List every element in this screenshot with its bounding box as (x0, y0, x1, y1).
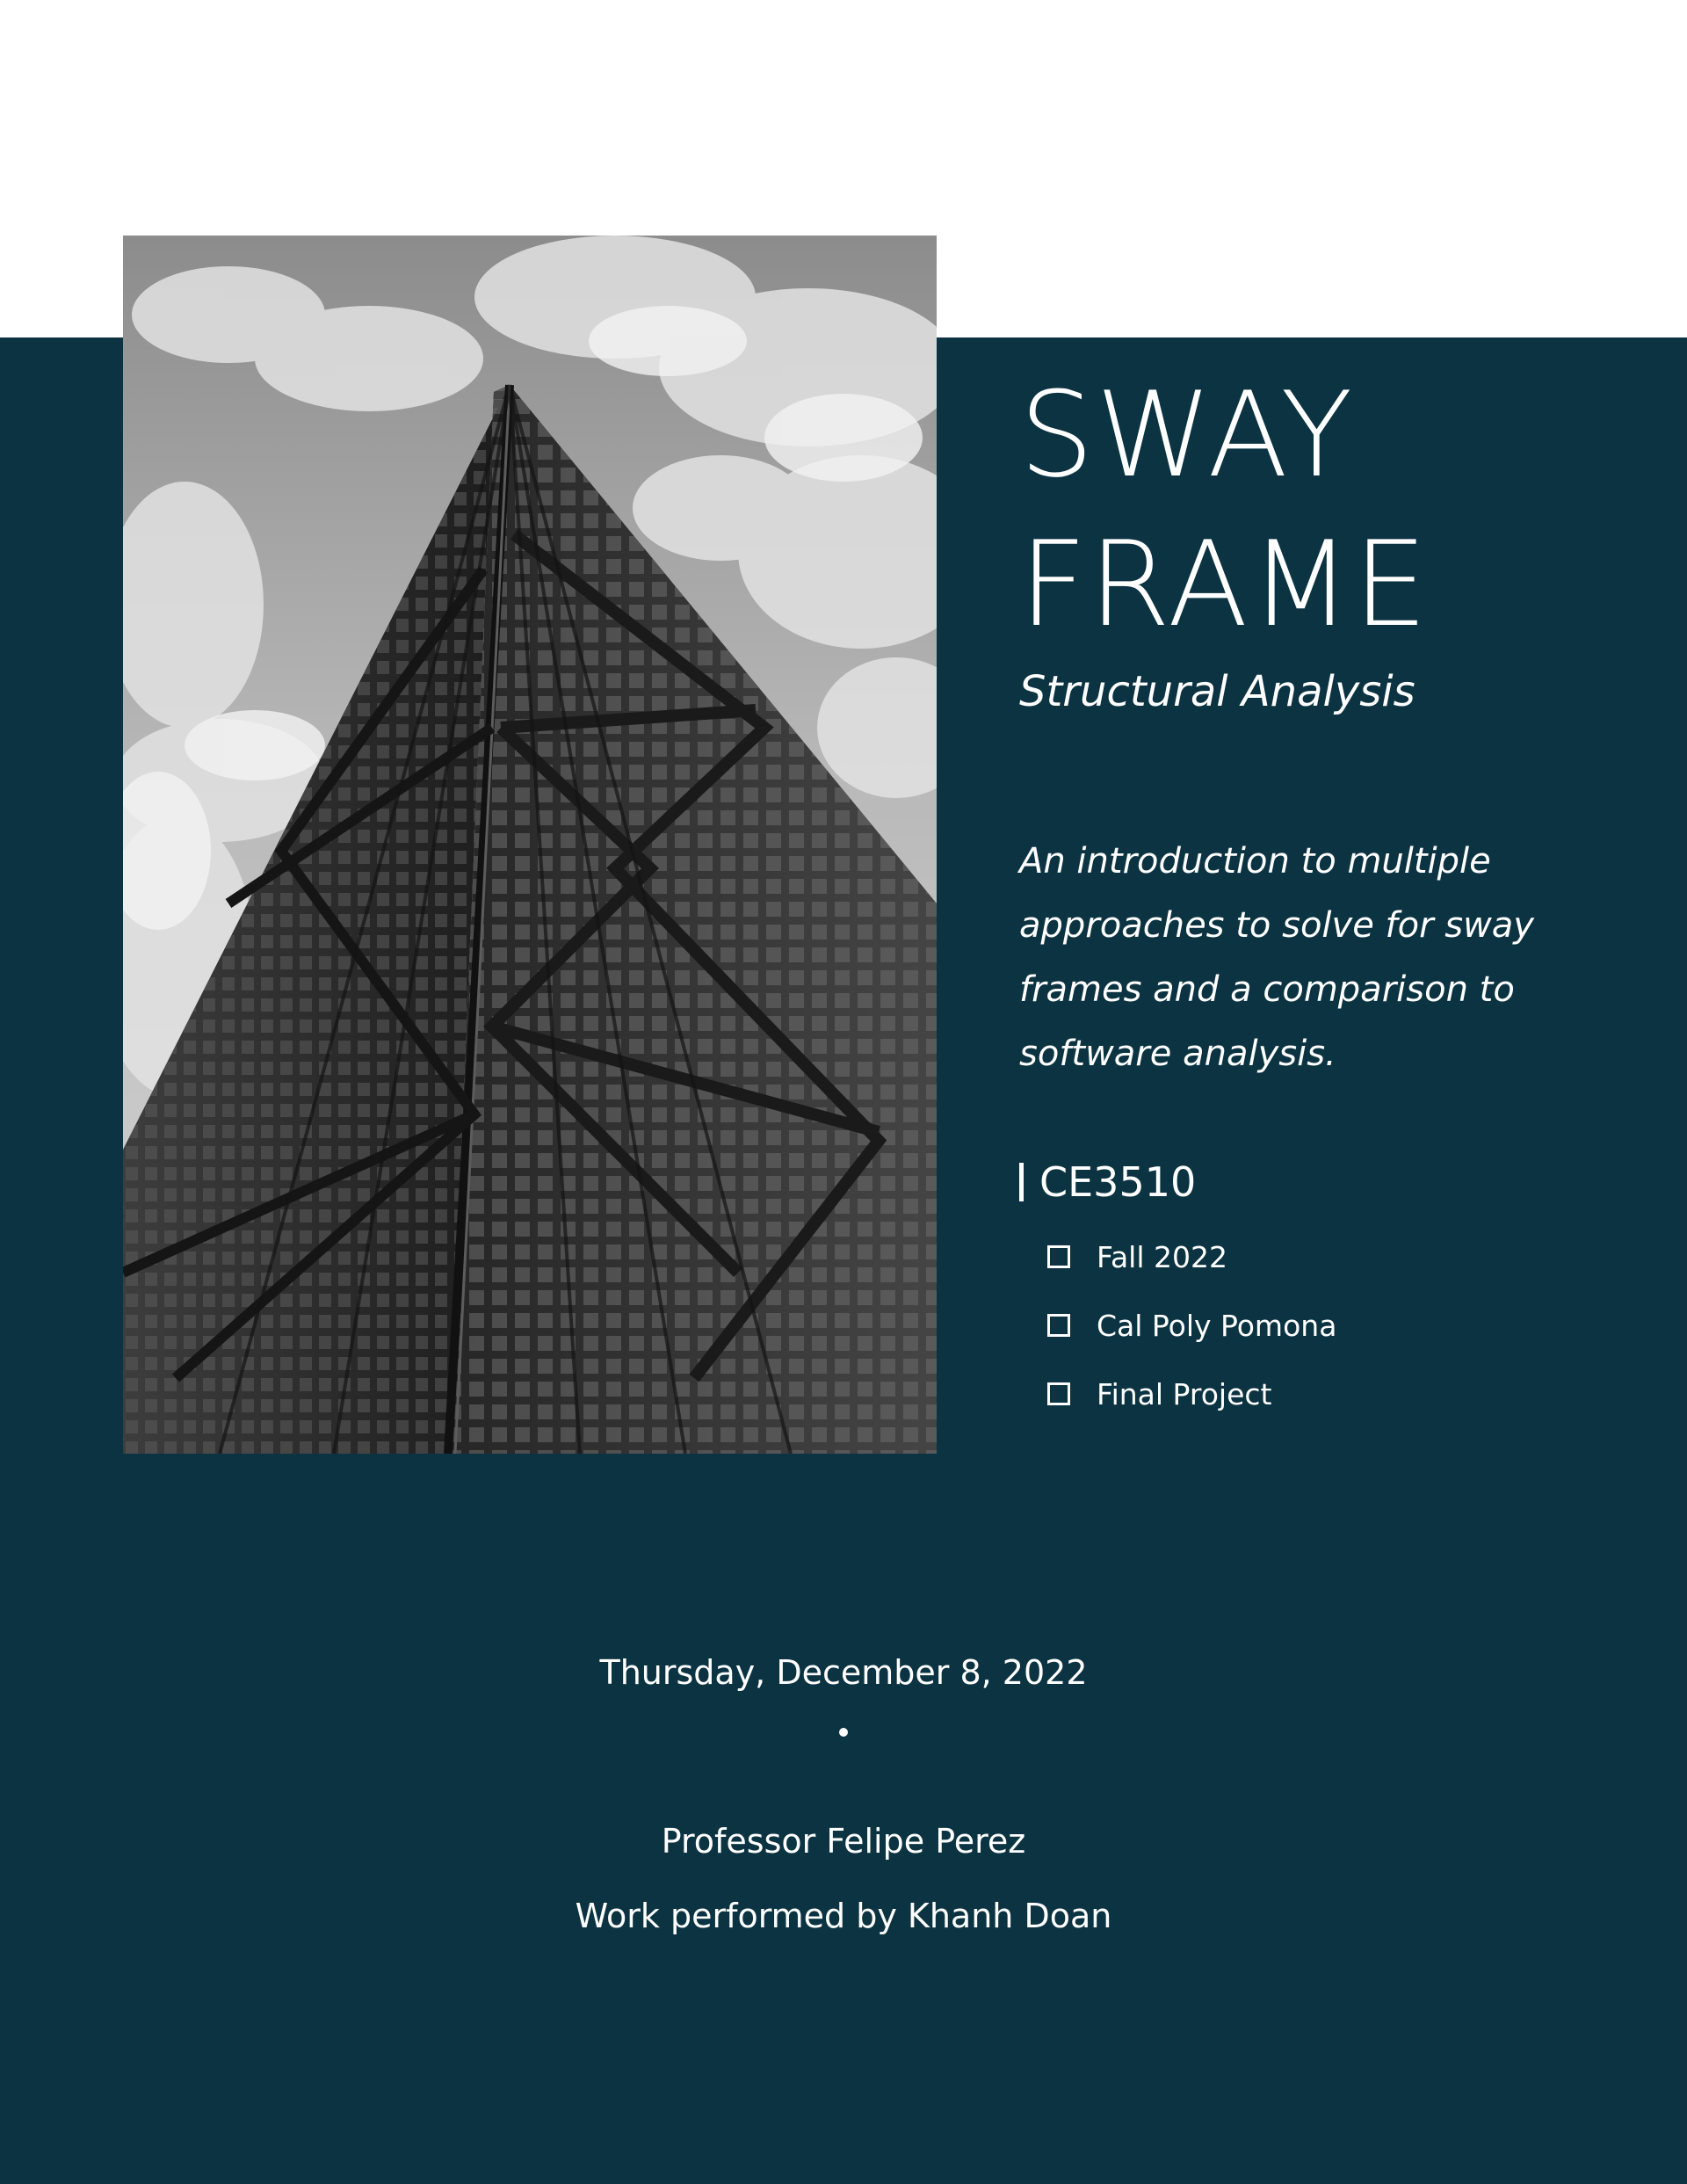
subtitle: Structural Analysis (1019, 667, 1415, 716)
checkbox-icon (1047, 1382, 1070, 1405)
title-line-2: FRAME (1019, 516, 1430, 653)
course-bar-divider (1019, 1163, 1024, 1201)
checkbox-icon (1047, 1245, 1070, 1268)
checkbox-icon (1047, 1314, 1070, 1337)
list-item (1047, 1291, 1336, 1360)
skyscraper-illustration (123, 236, 937, 1454)
course-heading (1019, 1151, 1196, 1213)
detail-term: Fall 2022 (1097, 1239, 1227, 1274)
title-line-1: SWAY (1019, 366, 1355, 504)
course-code: CE3510 (1039, 1158, 1197, 1206)
author: Work performed by Khanh Doan (575, 1897, 1112, 1935)
bullet-dot-icon (839, 1728, 848, 1737)
date: Thursday, December 8, 2022 (599, 1653, 1088, 1692)
details-list (1047, 1223, 1336, 1428)
description: An introduction to multiple approaches to solve for sway frames and a comparison to software analysis. (1019, 841, 1534, 1074)
list-item (1047, 1360, 1336, 1428)
list-item (1047, 1223, 1336, 1291)
professor: Professor Felipe Perez (661, 1822, 1026, 1861)
skyscraper-photo (123, 236, 937, 1454)
detail-institution: Cal Poly Pomona (1097, 1308, 1337, 1343)
detail-type: Final Project (1097, 1376, 1272, 1411)
